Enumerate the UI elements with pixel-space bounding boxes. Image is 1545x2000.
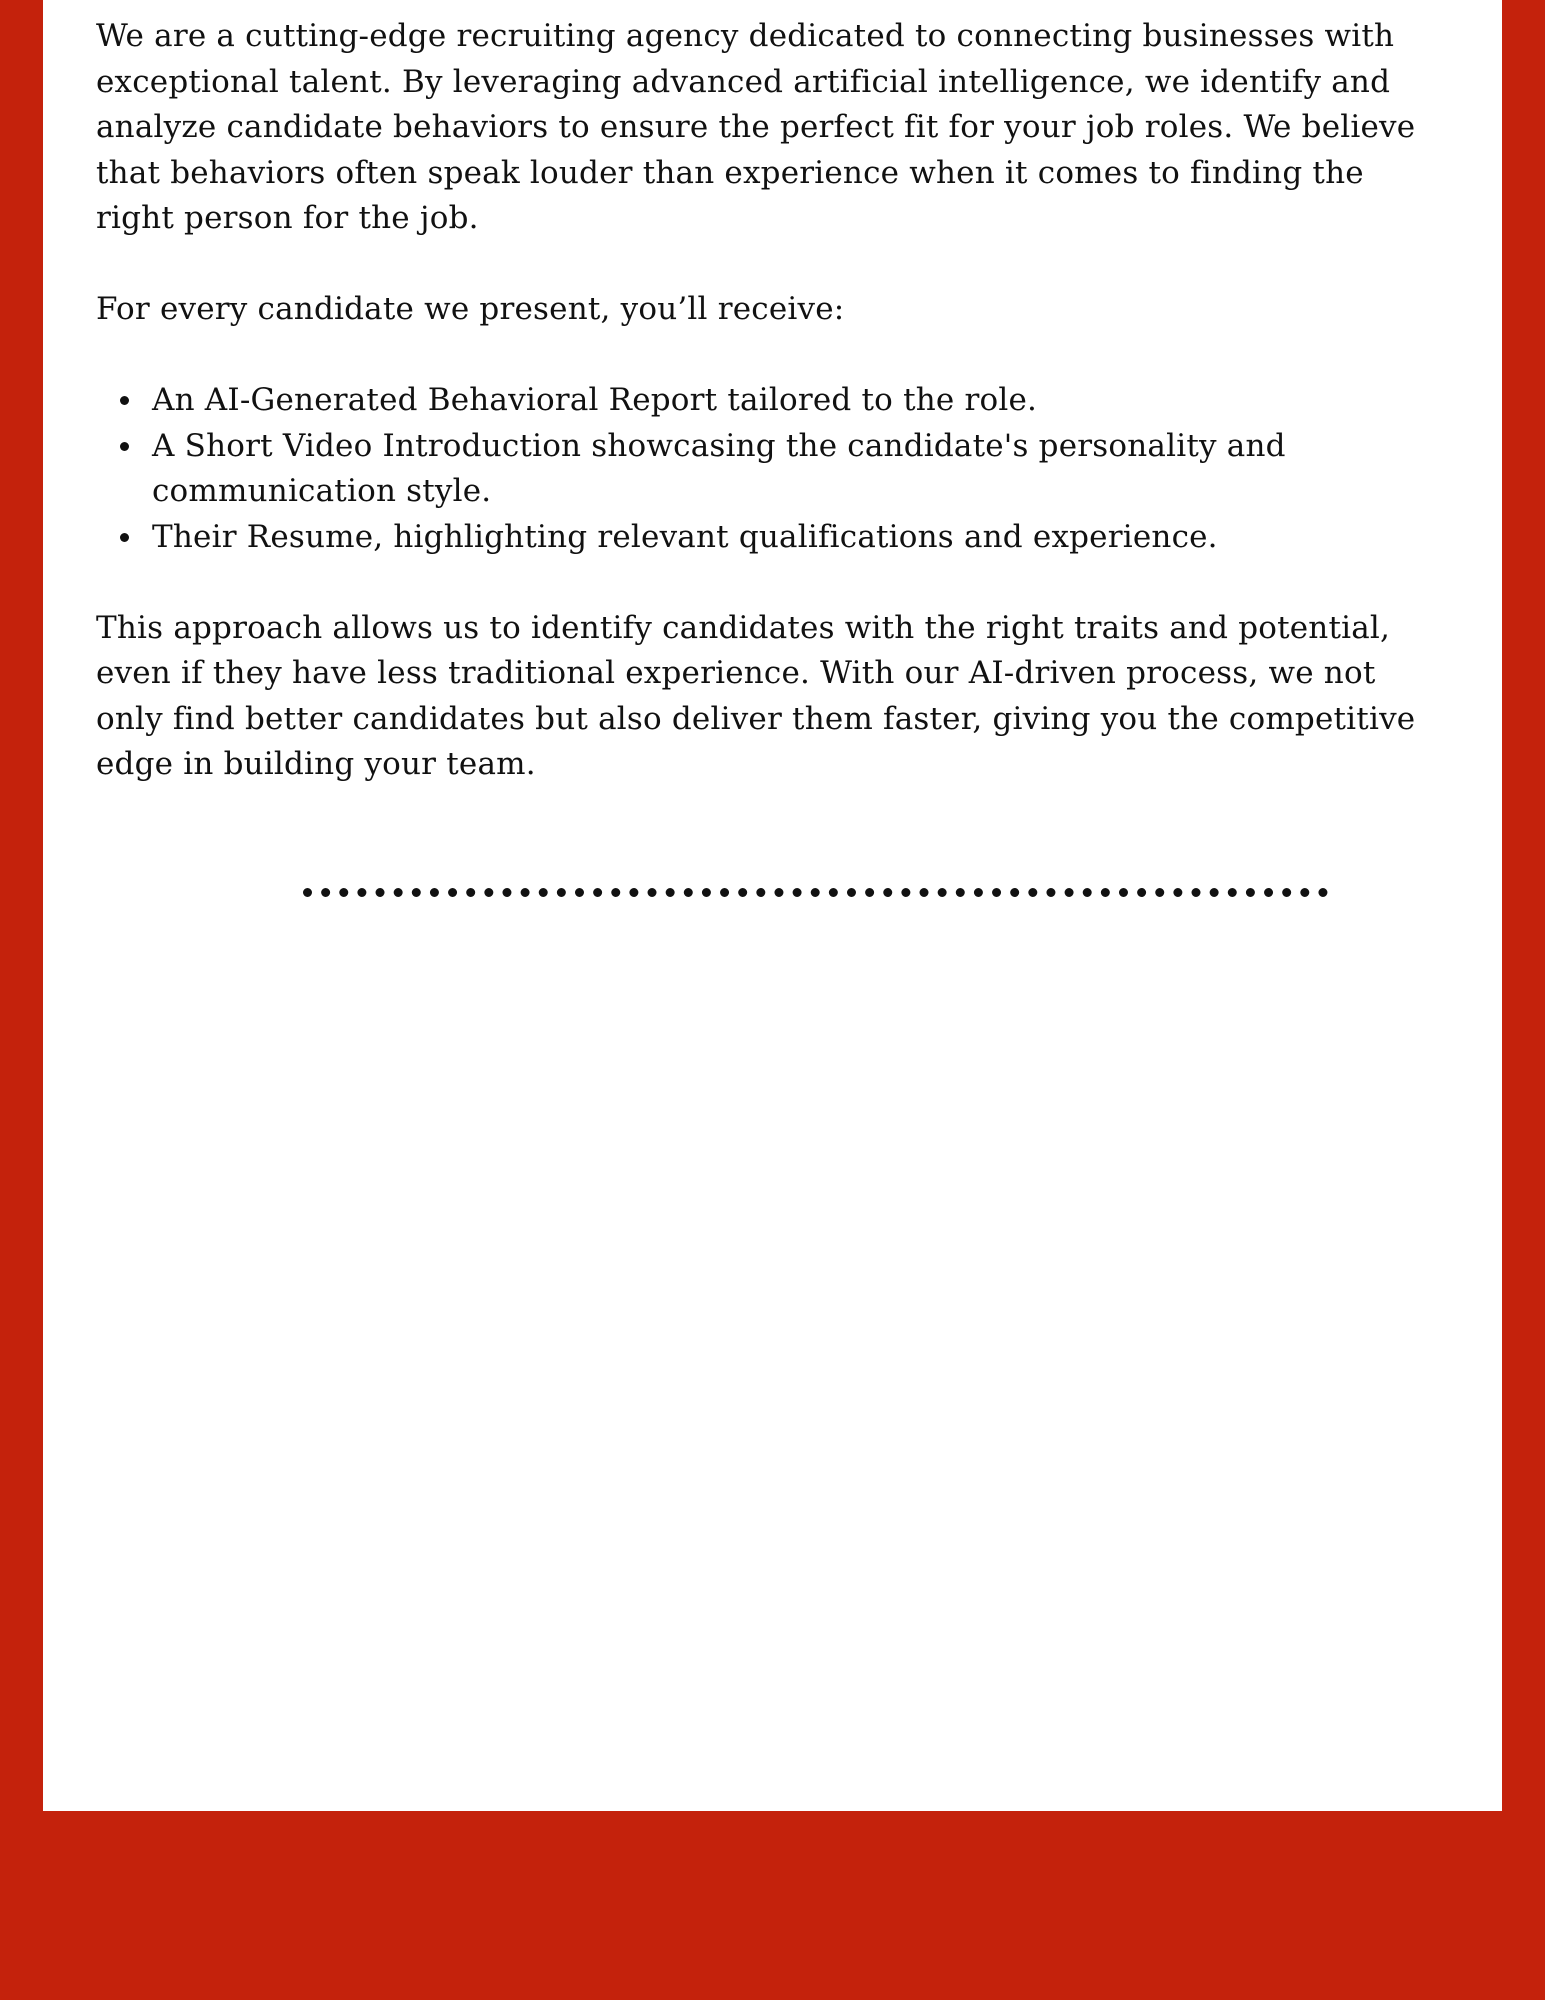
- closing-paragraph: This approach allows us to identify candidates with the right traits and potential, even if they have less traditional experience. With our AI-driven process, we not only find better candidates but also deliver them faster, giving you the competitive edge in building your team.: [96, 609, 1416, 782]
- dotted-divider: [303, 888, 1328, 897]
- deliverables-lead: For every candidate we present, you’ll receive:: [96, 291, 845, 327]
- body-text: [96, 14, 1426, 788]
- content-card: [43, 0, 1502, 1811]
- list-item: An AI-Generated Behavioral Report tailored to the role.: [152, 378, 1426, 424]
- list-item: A Short Video Introduction showcasing the candidate's personality and communication style.: [152, 424, 1426, 515]
- paragraph-spacer: [96, 242, 1426, 288]
- list-item: Their Resume, highlighting relevant qualifications and experience.: [152, 515, 1426, 561]
- paragraph-spacer: [96, 333, 1426, 379]
- intro-paragraph: We are a cutting-edge recruiting agency dedicated to connecting businesses with exceptional talent. By leveraging advanced artificial intelligence, we identify and analyze candidate behaviors to ensure the perfect fit for your job roles. We believe that behaviors often speak louder than experience when it comes to finding the right person for the job.: [96, 18, 1416, 236]
- paragraph-spacer: [96, 560, 1426, 606]
- deliverables-list: [96, 378, 1426, 560]
